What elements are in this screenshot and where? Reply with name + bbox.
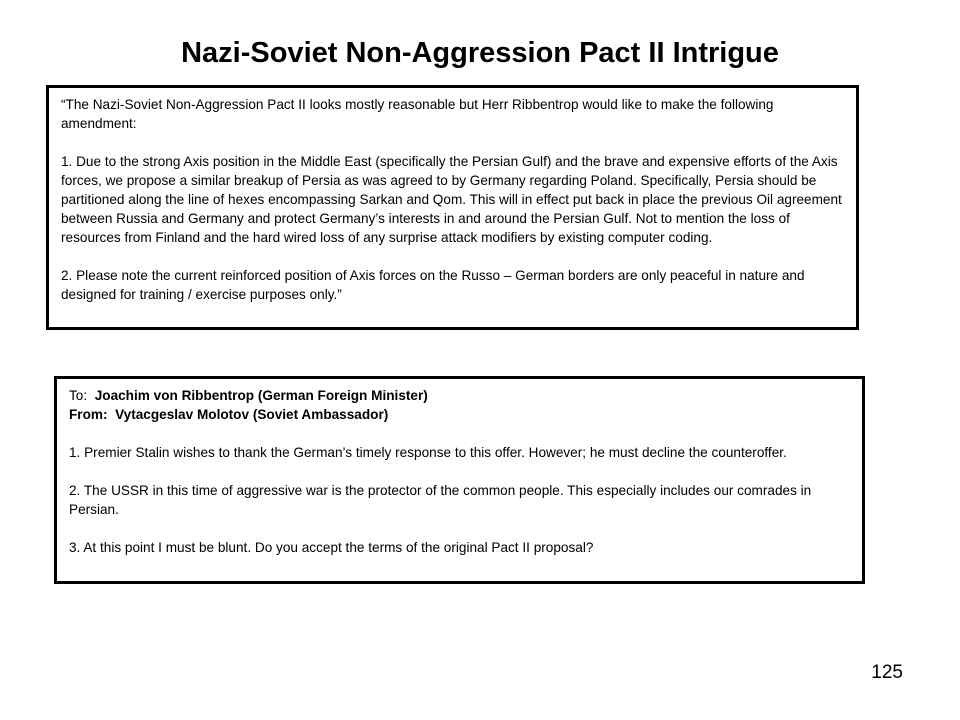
soviet-reply-item-1: 1. Premier Stalin wishes to thank the German’s timely response to this offer. However; he must decline the counteroffer. <box>69 445 787 460</box>
slide-title: Nazi-Soviet Non-Aggression Pact II Intrigue <box>181 37 779 69</box>
soviet-reply-item-3: 3. At this point I must be blunt. Do you accept the terms of the original Pact II proposal? <box>69 540 594 555</box>
memo-from-line <box>69 405 850 424</box>
paragraph-gap <box>61 133 844 152</box>
german-message-box <box>46 85 859 330</box>
page-number: 125 <box>871 662 903 683</box>
paragraph-gap <box>69 519 850 538</box>
paragraph-gap <box>69 462 850 481</box>
german-intro-text: “The Nazi-Soviet Non-Aggression Pact II looks mostly reasonable but Herr Ribbentrop would like to make the following amendment: <box>61 97 774 131</box>
memo-from-value: Vytacgeslav Molotov (Soviet Ambassador) <box>115 407 389 422</box>
soviet-reply-item-2: 2. The USSR in this time of aggressive war is the protector of the common people. This especially includes our comrades in Persian. <box>69 483 812 517</box>
german-amendment-item-2: 2. Please note the current reinforced position of Axis forces on the Russo – German borders are only peaceful in nature and designed for training / exercise purposes only.” <box>61 268 805 302</box>
memo-from-label: From: <box>69 407 108 422</box>
memo-to-label: To: <box>69 388 88 403</box>
soviet-reply-box <box>54 376 865 584</box>
german-amendment-item-1: 1. Due to the strong Axis position in the Middle East (specifically the Persian Gulf) and the brave and expensive efforts of the Axis forces, we propose a similar breakup of Persia as was agreed to by Germany regarding Poland. Specifically, Persia should be partitioned along the line of hexes encompassing Sarkan and Qom. This will in effect put back in place the previous Oil agreement between Russia and Germany and protect Germany’s interests in and around the Persian Gulf. Not to mention the loss of resources from Finland and the hard wired loss of any surprise attack modifiers by existing computer coding. <box>61 154 842 245</box>
memo-to-value: Joachim von Ribbentrop (German Foreign Minister) <box>94 388 428 403</box>
paragraph-gap <box>69 424 850 443</box>
paragraph-gap <box>61 247 844 266</box>
memo-to-line <box>69 386 850 405</box>
